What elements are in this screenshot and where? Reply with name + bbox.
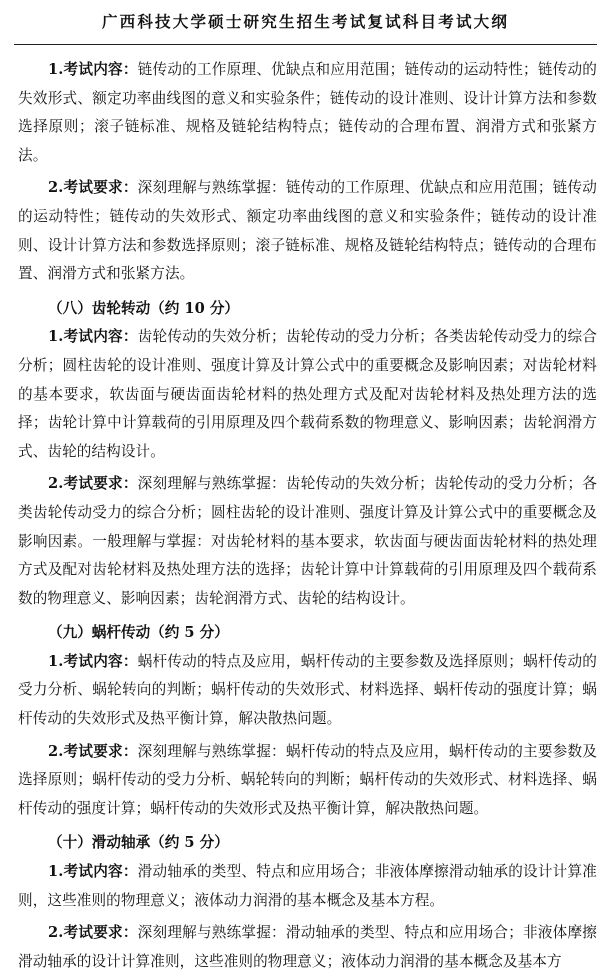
paragraph-term: 2.考试要求： bbox=[48, 475, 138, 493]
paragraph-text: 滑动轴承的类型、特点和应用场合；非液体摩擦滑动轴承的设计计算准则，这些准则的物理意义；液体动力润滑的基本概念及基本方程。 bbox=[18, 863, 597, 909]
paragraph-text: 深刻理解与熟练掌握：链传动的工作原理、优缺点和应用范围；链传动的运动特性；链传动的失效形式、额定功率曲线图的意义和实验条件；链传动的设计准则、设计计算方法和参数选择原则；滚子链标准、规格及链轮结构特点；链传动的合理布置、润滑方式和张紧方法。 bbox=[18, 179, 597, 283]
worm-exam-requirements bbox=[18, 738, 597, 824]
paragraph-term: 1.考试内容： bbox=[48, 61, 138, 78]
paragraph-text: 深刻理解与熟练掌握：滑动轴承的类型、特点和应用场合；非液体摩擦滑动轴承的设计计算准则，这些准则的物理意义；液体动力润滑的基本概念及基本方 bbox=[18, 924, 597, 970]
section-heading-worm: （九）蜗杆传动（约 5 分） bbox=[48, 624, 229, 642]
document-title: 广西科技大学硕士研究生招生考试复试科目考试大纲 bbox=[101, 12, 510, 31]
paragraph-term: 1.考试内容： bbox=[48, 652, 138, 670]
paragraph-text: 链传动的工作原理、优缺点和应用范围；链传动的运动特性；链传动的失效形式、额定功率曲线图的意义和实验条件；链传动的设计准则、设计计算方法和参数选择原则；滚子链标准、规格及链轮结构特点；链传动的合理布置、润滑方式和张紧方法。 bbox=[18, 61, 597, 164]
paragraph-text: 深刻理解与熟练掌握：齿轮传动的失效分析；齿轮传动的受力分析；各类齿轮传动受力的综合分析；圆柱齿轮的设计准则、强度计算及计算公式中的重要概念及影响因素。一般理解与掌握：对齿轮材料的基本要求，软齿面与硬齿面齿轮材料的热处理方式及配对齿轮材料及热处理方法的选择；齿轮计算中计算载荷的引用原理及四个载荷系数的物理意义、影响因素；齿轮润滑方式、齿轮的结构设计。 bbox=[18, 475, 597, 607]
section-heading-gear: （八）齿轮转动（约 10 分） bbox=[48, 299, 240, 317]
gear-exam-content bbox=[18, 323, 597, 466]
paragraph-term: 2.考试要求： bbox=[48, 924, 138, 942]
page-header bbox=[14, 0, 597, 45]
paragraph-term: 1.考试内容： bbox=[48, 328, 138, 346]
chain-exam-requirements bbox=[18, 174, 597, 288]
paragraph-text: 蜗杆传动的特点及应用，蜗杆传动的主要参数及选择原则；蜗杆传动的受力分析、蜗轮转向的判断；蜗杆传动的失效形式、材料选择、蜗杆传动的强度计算；蜗杆传动的失效形式及热平衡计算，解决散热问题。 bbox=[18, 652, 597, 728]
gear-exam-requirements bbox=[18, 470, 597, 613]
chain-exam-content bbox=[18, 56, 597, 170]
document-body bbox=[18, 56, 597, 976]
paragraph-term: 1.考试内容： bbox=[48, 863, 138, 881]
paragraph-term: 2.考试要求： bbox=[48, 742, 138, 760]
paragraph-term: 2.考试要求： bbox=[48, 179, 138, 197]
bearing-exam-requirements bbox=[18, 919, 597, 976]
paragraph-text: 齿轮传动的失效分析；齿轮传动的受力分析；各类齿轮传动受力的综合分析；圆柱齿轮的设计准则、强度计算及计算公式中的重要概念及影响因素；对齿轮材料的基本要求，软齿面与硬齿面齿轮材料的热处理方式及配对齿轮材料及热处理方法的选择；齿轮计算中计算载荷的引用原理及四个载荷系数的物理意义、影响因素；齿轮润滑方式、齿轮的结构设计。 bbox=[18, 328, 597, 460]
worm-exam-content bbox=[18, 648, 597, 734]
section-heading-bearing: （十）滑动轴承（约 5 分） bbox=[48, 834, 229, 852]
bearing-exam-content bbox=[18, 858, 597, 915]
paragraph-text: 深刻理解与熟练掌握：蜗杆传动的特点及应用，蜗杆传动的主要参数及选择原则；蜗杆传动的受力分析、蜗轮转向的判断；蜗杆传动的失效形式、材料选择、蜗杆传动的强度计算；蜗杆传动的失效形式及热平衡计算，解决散热问题。 bbox=[18, 742, 597, 817]
